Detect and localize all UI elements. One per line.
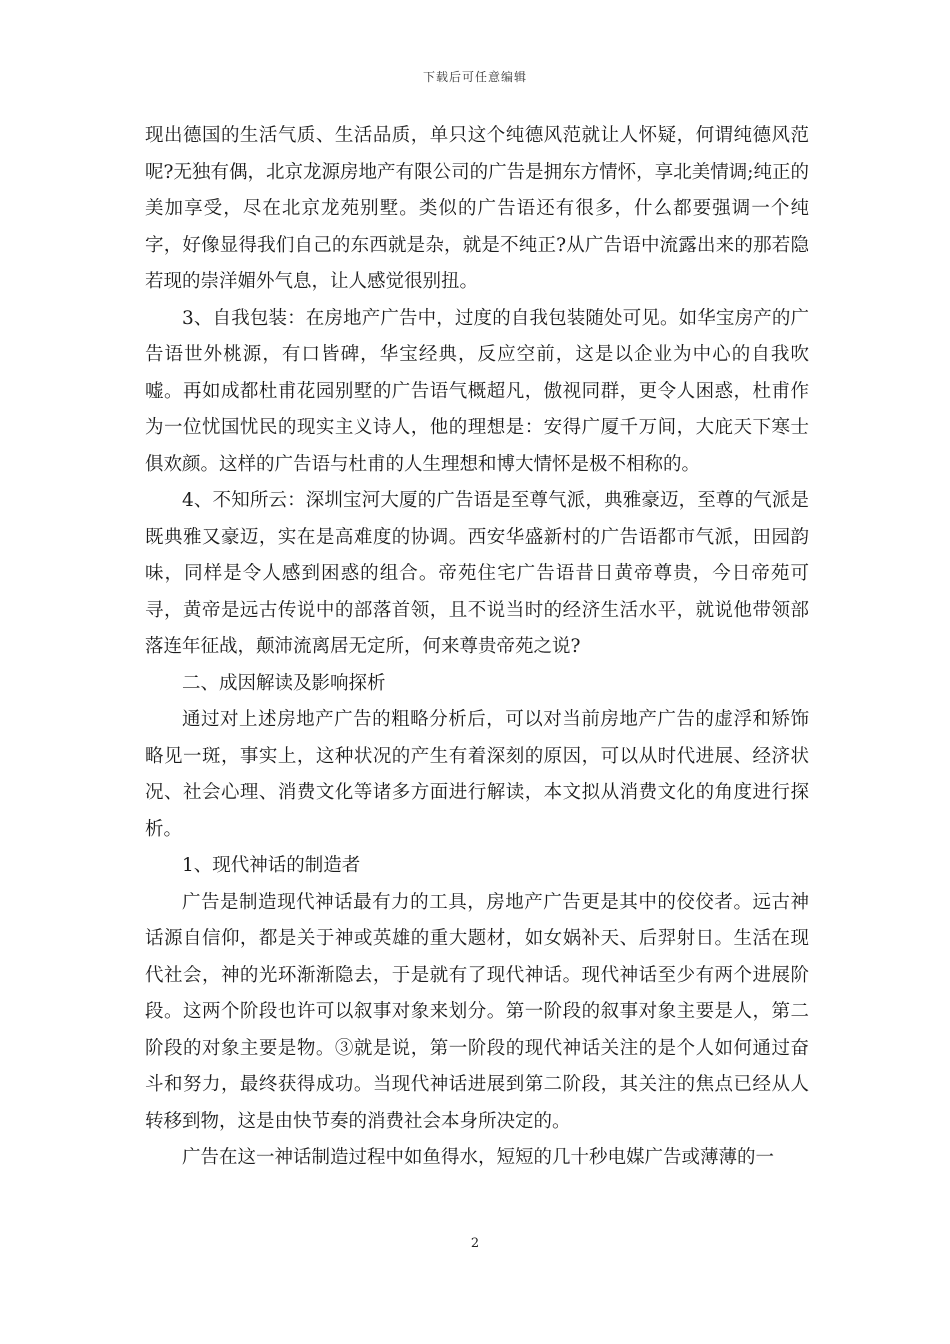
subsection-heading-1: 1、现代神话的制造者: [182, 855, 361, 876]
document-body: [145, 118, 809, 1177]
body-paragraph-4: 通过对上述房地产广告的粗略分析后，可以对当前房地产广告的虚浮和矫饰略见一斑，事实上，这种状况的产生有着深刻的原因，可以从时代进展、经济状况、社会心理、消费文化等诸多方面进行解读，本文拟从消费文化的角度进行探析。: [145, 709, 809, 840]
page-number: 2: [470, 1236, 480, 1251]
body-paragraph-1: 现出德国的生活气质、生活品质，单只这个纯德风范就让人怀疑，何谓纯德风范呢?无独有偶，北京龙源房地产有限公司的广告是拥东方情怀，享北美情调;纯正的美加享受，尽在北京龙苑别墅。类似的广告语还有很多，什么都要强调一个纯字，好像显得我们自己的东西就是杂，就是不纯正?从广告语中流露出来的那若隐若现的崇洋媚外气息，让人感觉很别扭。: [145, 125, 809, 292]
section-heading-2: 二、成因解读及影响探析: [182, 672, 386, 694]
page-header-note: 下载后可任意编辑: [422, 70, 527, 84]
body-paragraph-5: 广告是制造现代神话最有力的工具，房地产广告更是其中的佼佼者。远古神话源自信仰，都是关于神或英雄的重大题材，如女娲补天、后羿射日。生活在现代社会，神的光环渐渐隐去，于是就有了现代神话。现代神话至少有两个进展阶段。这两个阶段也许可以叙事对象来划分。第一阶段的叙事对象主要是人，第二阶段的对象主要是物。③就是说，第一阶段的现代神话关注的是个人如何通过奋斗和努力，最终获得成功。当现代神话进展到第二阶段，其关注的焦点已经从人转移到物，这是由快节奏的消费社会本身所决定的。: [145, 891, 809, 1132]
body-paragraph-3: 4、不知所云：深圳宝河大厦的广告语是至尊气派，典雅豪迈，至尊的气派是既典雅又豪迈，实在是高难度的协调。西安华盛新村的广告语都市气派，田园韵味，同样是令人感到困惑的组合。帝苑住宅广告语昔日黄帝尊贵，今日帝苑可寻，黄帝是远古传说中的部落首领，且不说当时的经济生活水平，就说他带领部落连年征战，颠沛流离居无定所，何来尊贵帝苑之说?: [145, 490, 809, 657]
body-paragraph-6: 广告在这一神话制造过程中如鱼得水，短短的几十秒电媒广告或薄薄的一: [182, 1147, 775, 1168]
body-paragraph-2: 3、自我包装：在房地产广告中，过度的自我包装随处可见。如华宝房产的广告语世外桃源，有口皆碑，华宝经典，反应空前，这是以企业为中心的自我吹嘘。再如成都杜甫花园别墅的广告语气概超凡，傲视同群，更令人困惑，杜甫作为一位忧国忧民的现实主义诗人，他的理想是：安得广厦千万间，大庇天下寒士俱欢颜。这样的广告语与杜甫的人生理想和博大情怀是极不相称的。: [145, 307, 809, 475]
